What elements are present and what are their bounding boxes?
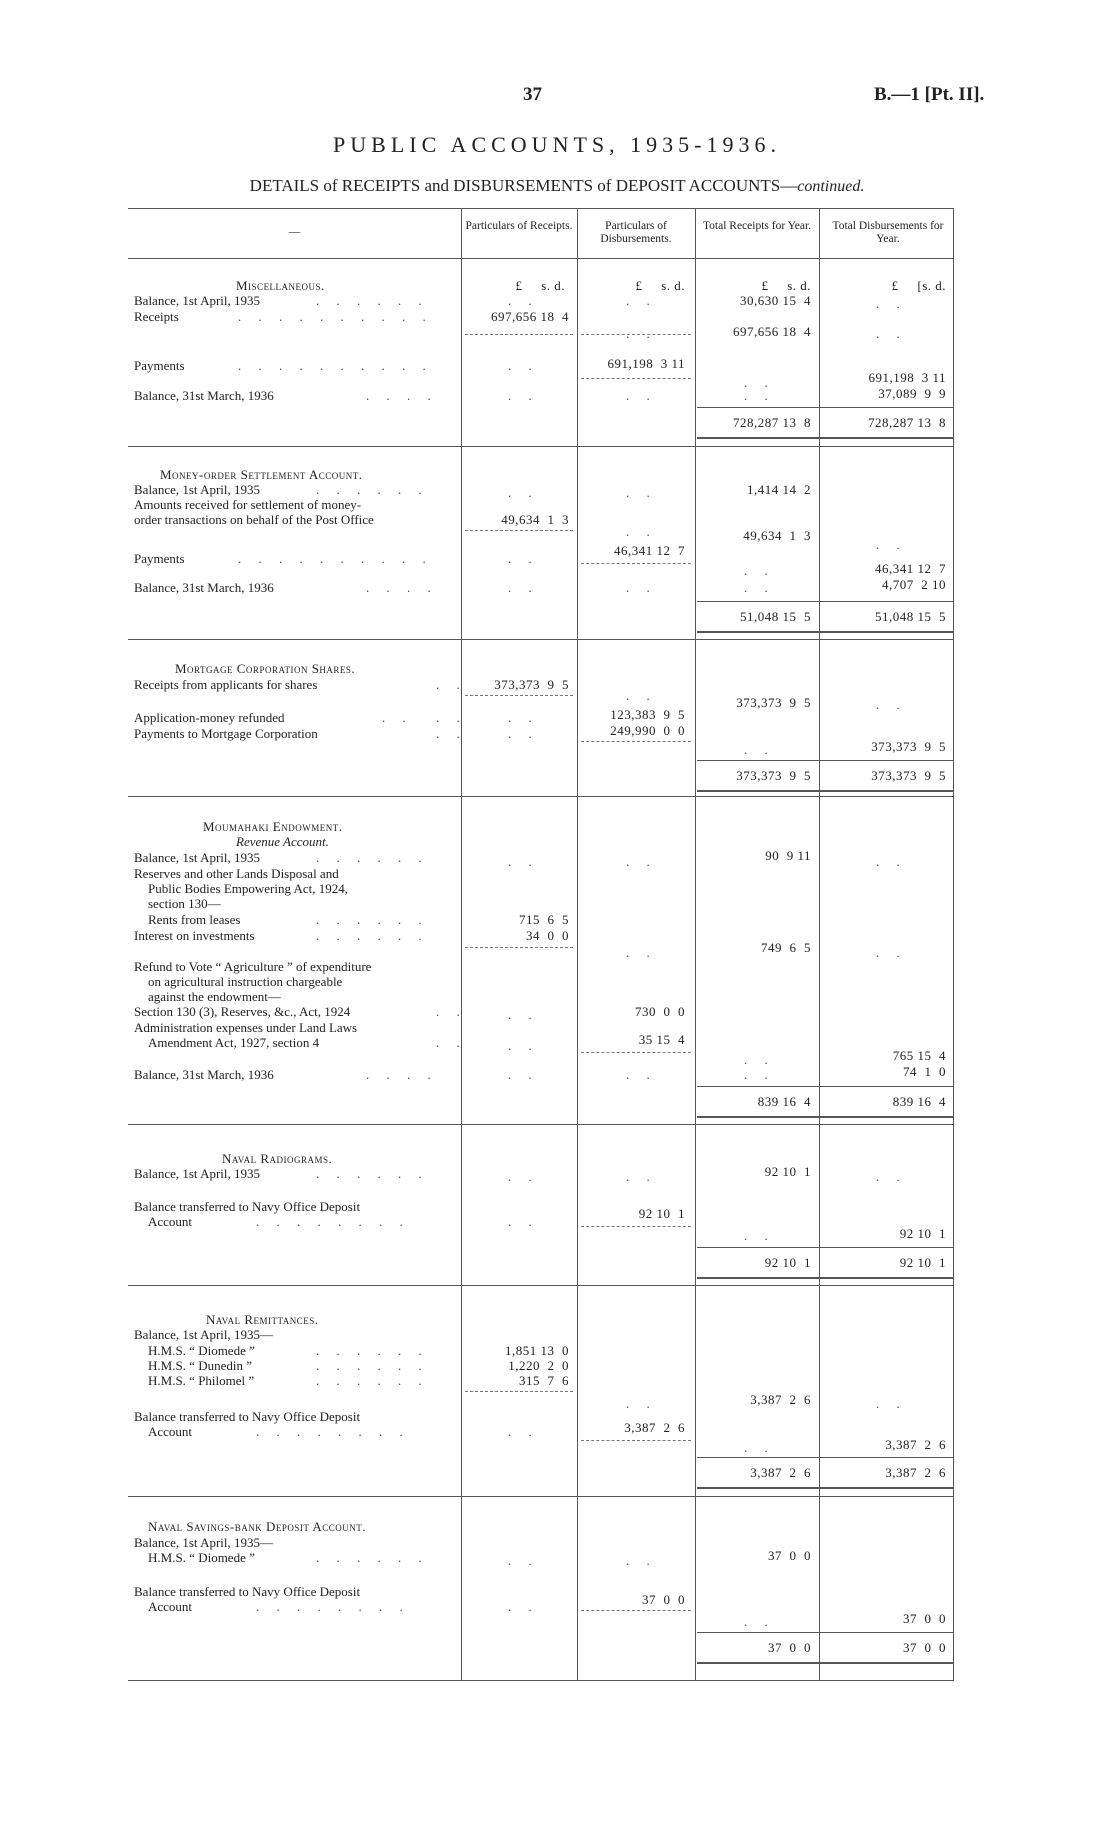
leader: . . bbox=[436, 677, 467, 692]
leader: . . bbox=[876, 326, 907, 341]
misc-td-balance: 37,089 9 9 bbox=[878, 386, 946, 401]
mortgage-section-rule bbox=[128, 796, 954, 797]
moumahaki-rec-rents: 715 6 5 bbox=[519, 912, 569, 927]
mortgage-total-disbursements: 373,373 9 5 bbox=[871, 768, 946, 783]
radiograms-total-receipts: 92 10 1 bbox=[764, 1255, 811, 1270]
moumahaki-rec-interest: 34 0 0 bbox=[526, 928, 569, 943]
leader: . . bbox=[626, 945, 657, 960]
document-reference: B.—1 [Pt. II]. bbox=[874, 84, 985, 105]
moumahaki-bal-open-label: Balance, 1st April, 1935 bbox=[134, 850, 261, 865]
mortgage-total-bottom-rule bbox=[697, 790, 953, 792]
misc-total-top-rule bbox=[697, 407, 953, 408]
leader: . . . . . . . . bbox=[256, 1214, 410, 1229]
misc-total-receipts-balance: 30,630 15 4 bbox=[740, 293, 811, 308]
rule bbox=[465, 947, 573, 948]
money-order-tr-amounts: 49,634 1 3 bbox=[743, 528, 811, 543]
rule bbox=[465, 334, 573, 335]
mortgage-disb-payments: 249,990 0 0 bbox=[610, 723, 685, 738]
col-head-first: — bbox=[288, 226, 301, 238]
rule bbox=[465, 530, 573, 531]
money-order-amounts-line2: order transactions on behalf of the Post Office bbox=[134, 512, 374, 527]
rule bbox=[581, 378, 691, 379]
radiograms-td-transfer: 92 10 1 bbox=[899, 1226, 946, 1241]
radiograms-disb-transfer: 92 10 1 bbox=[638, 1206, 685, 1221]
moumahaki-total-top-rule bbox=[697, 1086, 953, 1087]
leader: . . bbox=[626, 388, 657, 403]
remittances-transfer-line2: Account bbox=[148, 1424, 193, 1439]
savings-transfer-line1: Balance transferred to Navy Office Deposit bbox=[134, 1584, 361, 1599]
rule bbox=[465, 695, 573, 696]
leader: . . bbox=[508, 1169, 539, 1184]
col-head-receipts: Particulars of Receipts. bbox=[465, 220, 573, 232]
rule bbox=[465, 1391, 573, 1392]
leader: . . bbox=[876, 697, 907, 712]
leader: . . bbox=[508, 551, 539, 566]
money-order-td-balance: 4,707 2 10 bbox=[882, 577, 946, 592]
header-bottom-rule bbox=[128, 258, 954, 259]
lsd-total-receipts: £ s. d. bbox=[761, 278, 811, 293]
leader: . . bbox=[626, 524, 657, 539]
leader: . . bbox=[436, 726, 467, 741]
moumahaki-heading: Moumahaki Endowment. bbox=[203, 819, 343, 834]
rule bbox=[581, 1440, 691, 1441]
leader: . . . . . . . . bbox=[256, 1424, 410, 1439]
leader: . . . . . . bbox=[316, 1358, 429, 1373]
moumahaki-disb-refund: 730 0 0 bbox=[635, 1004, 685, 1019]
lsd-disbursements: £ s. d. bbox=[635, 278, 685, 293]
moumahaki-tr-reserves: 749 6 5 bbox=[761, 940, 811, 955]
money-order-heading: Money-order Settlement Account. bbox=[160, 467, 363, 482]
money-order-amounts-line1: Amounts received for settlement of money- bbox=[134, 497, 362, 512]
moumahaki-subheading: Revenue Account. bbox=[236, 834, 329, 849]
money-order-payments-label: Payments bbox=[134, 551, 185, 566]
leader: . . . . bbox=[366, 580, 438, 595]
leader: . . bbox=[508, 1214, 539, 1229]
leader: . . bbox=[508, 726, 539, 741]
leader: . . bbox=[626, 293, 657, 308]
leader: . . bbox=[508, 388, 539, 403]
mortgage-tr-receipts: 373,373 9 5 bbox=[736, 695, 811, 710]
money-order-td-payments: 46,341 12 7 bbox=[875, 561, 946, 576]
leader: . . . . bbox=[366, 388, 438, 403]
remittances-bal-open-label: Balance, 1st April, 1935— bbox=[134, 1327, 274, 1342]
radiograms-section-rule bbox=[128, 1285, 954, 1286]
misc-receipts-value: 697,656 18 4 bbox=[491, 309, 569, 324]
mortgage-rec-receipts: 373,373 9 5 bbox=[494, 677, 569, 692]
leader: . . bbox=[626, 1553, 657, 1568]
leader: . . . . . . bbox=[316, 1343, 429, 1358]
radiograms-bal-open-label: Balance, 1st April, 1935 bbox=[134, 1166, 261, 1181]
leader: . . bbox=[876, 1169, 907, 1184]
remittances-ship-2-label: H.M.S. “ Dunedin ” bbox=[148, 1358, 252, 1373]
moumahaki-reserves-line2: Public Bodies Empowering Act, 1924, bbox=[148, 881, 349, 896]
remittances-td-transfer: 3,387 2 6 bbox=[885, 1437, 946, 1452]
radiograms-transfer-line2: Account bbox=[148, 1214, 193, 1229]
leader: . . . . . . bbox=[316, 1550, 429, 1565]
remittances-transfer-line1: Balance transferred to Navy Office Deposit bbox=[134, 1409, 361, 1424]
misc-total-receipts-receipts: 697,656 18 4 bbox=[733, 324, 811, 339]
rule bbox=[581, 1052, 691, 1053]
savings-tr-balance: 37 0 0 bbox=[768, 1548, 811, 1563]
moumahaki-reserves-line3: section 130— bbox=[148, 896, 221, 911]
leader: . . . . bbox=[366, 1067, 438, 1082]
rule bbox=[581, 741, 691, 742]
mortgage-receipts-label: Receipts from applicants for shares bbox=[134, 677, 318, 692]
leader: . . bbox=[876, 854, 907, 869]
page-subtitle bbox=[0, 176, 1114, 196]
leader: . . bbox=[876, 296, 907, 311]
remittances-total-disbursements: 3,387 2 6 bbox=[885, 1465, 946, 1480]
misc-td-payments: 691,198 3 11 bbox=[868, 370, 946, 385]
savings-transfer-line2: Account bbox=[148, 1599, 193, 1614]
leader: . . bbox=[436, 710, 467, 725]
mortgage-total-top-rule bbox=[697, 760, 953, 761]
misc-total-receipts: 728,287 13 8 bbox=[733, 415, 811, 430]
leader: . . bbox=[744, 1440, 775, 1455]
mortgage-payments-label: Payments to Mortgage Corporation bbox=[134, 726, 318, 741]
leader: . . . . . . bbox=[316, 482, 429, 497]
misc-total-bottom-rule bbox=[697, 437, 953, 439]
rule bbox=[581, 1610, 691, 1611]
remittances-ship-1-label: H.M.S. “ Diomede ” bbox=[148, 1343, 255, 1358]
col-divider-2 bbox=[577, 208, 578, 1680]
leader: . . . . . . bbox=[316, 912, 429, 927]
table-bottom-rule bbox=[128, 1680, 954, 1681]
col-divider-5 bbox=[953, 208, 954, 1680]
moumahaki-rents-label: Rents from leases bbox=[148, 912, 241, 927]
savings-total-bottom-rule bbox=[697, 1662, 953, 1664]
leader: . . bbox=[508, 1424, 539, 1439]
leader: . . bbox=[744, 388, 775, 403]
remittances-section-rule bbox=[128, 1496, 954, 1497]
radiograms-heading: Naval Radiograms. bbox=[222, 1151, 333, 1166]
moumahaki-admin-line2: Amendment Act, 1927, section 4 bbox=[148, 1035, 320, 1050]
savings-total-receipts: 37 0 0 bbox=[768, 1640, 811, 1655]
savings-td-transfer: 37 0 0 bbox=[903, 1611, 946, 1626]
moumahaki-section-rule bbox=[128, 1124, 954, 1125]
leader: . . bbox=[508, 358, 539, 373]
page-number: 37 bbox=[523, 84, 542, 105]
leader: . . bbox=[436, 1035, 467, 1050]
moumahaki-refund-line4: Section 130 (3), Reserves, &c., Act, 1924 bbox=[134, 1004, 351, 1019]
moumahaki-disb-admin: 35 15 4 bbox=[638, 1032, 685, 1047]
table-top-rule bbox=[128, 208, 954, 209]
leader: . . bbox=[382, 710, 413, 725]
remittances-heading: Naval Remittances. bbox=[206, 1312, 319, 1327]
savings-ship-label: H.M.S. “ Diomede ” bbox=[148, 1550, 255, 1565]
money-order-total-top-rule bbox=[697, 601, 953, 602]
misc-bal-close-label: Balance, 31st March, 1936 bbox=[134, 388, 274, 403]
money-order-bal-open-label: Balance, 1st April, 1935 bbox=[134, 482, 261, 497]
mortgage-td-payments: 373,373 9 5 bbox=[871, 739, 946, 754]
leader: . . bbox=[626, 854, 657, 869]
leader: . . bbox=[744, 1067, 775, 1082]
subtitle-text: DETAILS of RECEIPTS and DISBURSEMENTS of DEPOSIT ACCOUNTS— bbox=[249, 176, 798, 195]
leader: . . . . . . bbox=[316, 850, 429, 865]
money-order-total-receipts: 51,048 15 5 bbox=[740, 609, 811, 624]
misc-disb-payments: 691,198 3 11 bbox=[607, 356, 685, 371]
moumahaki-td-expenditure: 765 15 4 bbox=[892, 1048, 946, 1063]
leader: . . . . . . bbox=[316, 1373, 429, 1388]
money-order-section-rule bbox=[128, 639, 954, 640]
moumahaki-total-disbursements: 839 16 4 bbox=[892, 1094, 946, 1109]
leader: . . bbox=[876, 1396, 907, 1411]
radiograms-transfer-line1: Balance transferred to Navy Office Deposit bbox=[134, 1199, 361, 1214]
moumahaki-reserves-line1: Reserves and other Lands Disposal and bbox=[134, 866, 339, 881]
savings-total-top-rule bbox=[697, 1632, 953, 1633]
rule bbox=[581, 563, 691, 564]
lsd-receipts: £ s. d. bbox=[515, 278, 565, 293]
leader: . . bbox=[626, 1396, 657, 1411]
leader: . . bbox=[508, 1067, 539, 1082]
leader: . . bbox=[508, 1038, 539, 1053]
leader: . . bbox=[508, 580, 539, 595]
leader: . . bbox=[626, 485, 657, 500]
col-head-total-receipts: Total Receipts for Year. bbox=[702, 220, 812, 232]
lsd-total-disbursements: £ [s. d. bbox=[891, 278, 946, 293]
leader: . . bbox=[626, 688, 657, 703]
remittances-disb-transfer: 3,387 2 6 bbox=[624, 1420, 685, 1435]
moumahaki-refund-line1: Refund to Vote “ Agriculture ” of expenditure bbox=[134, 959, 372, 974]
leader: . . . . . . . . . . bbox=[238, 309, 433, 324]
col-divider-4 bbox=[819, 208, 820, 1680]
leader: . . bbox=[508, 1007, 539, 1022]
leader: . . bbox=[744, 1228, 775, 1243]
remittances-total-top-rule bbox=[697, 1457, 953, 1458]
savings-disb-transfer: 37 0 0 bbox=[642, 1592, 685, 1607]
mortgage-disb-refunded: 123,383 9 5 bbox=[610, 707, 685, 722]
leader: . . bbox=[744, 742, 775, 757]
savings-total-disbursements: 37 0 0 bbox=[903, 1640, 946, 1655]
misc-total-disbursements: 728,287 13 8 bbox=[868, 415, 946, 430]
leader: . . bbox=[508, 485, 539, 500]
leader: . . bbox=[744, 1052, 775, 1067]
leader: . . bbox=[508, 1553, 539, 1568]
remittances-ship-3-label: H.M.S. “ Philomel ” bbox=[148, 1373, 255, 1388]
col-head-total-disbursements: Total Disbursements for Year. bbox=[832, 220, 944, 245]
moumahaki-bal-close-label: Balance, 31st March, 1936 bbox=[134, 1067, 274, 1082]
money-order-rec-amounts: 49,634 1 3 bbox=[501, 512, 569, 527]
moumahaki-total-bottom-rule bbox=[697, 1116, 953, 1118]
mortgage-heading: Mortgage Corporation Shares. bbox=[175, 661, 356, 676]
moumahaki-td-balance: 74 1 0 bbox=[903, 1064, 946, 1079]
remittances-total-bottom-rule bbox=[697, 1487, 953, 1489]
leader: . . . . . . . . bbox=[256, 1599, 410, 1614]
moumahaki-admin-line1: Administration expenses under Land Laws bbox=[134, 1020, 358, 1035]
leader: . . bbox=[744, 375, 775, 390]
col-divider-3 bbox=[695, 208, 696, 1680]
leader: . . bbox=[744, 563, 775, 578]
subtitle-continued: continued. bbox=[797, 178, 865, 195]
moumahaki-refund-line2: on agricultural instruction chargeable bbox=[148, 974, 343, 989]
moumahaki-total-receipts: 839 16 4 bbox=[757, 1094, 811, 1109]
col-head-disbursements: Particulars of Disbursements. bbox=[600, 220, 672, 245]
leader: . . . . . . bbox=[316, 293, 429, 308]
money-order-disb-payments: 46,341 12 7 bbox=[614, 543, 685, 558]
leader: . . bbox=[744, 1614, 775, 1629]
leader: . . bbox=[508, 710, 539, 725]
leader: . . bbox=[508, 1599, 539, 1614]
moumahaki-refund-line3: against the endowment— bbox=[148, 989, 281, 1004]
leader: . . . . . . bbox=[316, 1166, 429, 1181]
leader: . . bbox=[508, 293, 539, 308]
radiograms-total-bottom-rule bbox=[697, 1277, 953, 1279]
savings-bal-open-label: Balance, 1st April, 1935— bbox=[134, 1535, 274, 1550]
misc-section-rule bbox=[128, 446, 954, 447]
leader: . . . . . . . . . . bbox=[238, 551, 433, 566]
remittances-rec-ship-3: 315 7 6 bbox=[519, 1373, 569, 1388]
money-order-total-bottom-rule bbox=[697, 631, 953, 633]
leader: . . bbox=[626, 1169, 657, 1184]
radiograms-tr-balance: 92 10 1 bbox=[764, 1164, 811, 1179]
moumahaki-tr-balance: 90 9 11 bbox=[765, 848, 811, 863]
leader: . . bbox=[508, 854, 539, 869]
remittances-tr: 3,387 2 6 bbox=[750, 1392, 811, 1407]
remittances-total-receipts: 3,387 2 6 bbox=[750, 1465, 811, 1480]
leader: . . bbox=[876, 537, 907, 552]
leader: . . bbox=[744, 580, 775, 595]
money-order-tr-balance: 1,414 14 2 bbox=[747, 482, 811, 497]
misc-payments-label: Payments bbox=[134, 358, 185, 373]
mortgage-refunded-label: Application-money refunded bbox=[134, 710, 285, 725]
radiograms-total-top-rule bbox=[697, 1247, 953, 1248]
moumahaki-interest-label: Interest on investments bbox=[134, 928, 255, 943]
rule bbox=[581, 1226, 691, 1227]
remittances-rec-ship-1: 1,851 13 0 bbox=[505, 1343, 569, 1358]
leader: . . bbox=[626, 326, 657, 341]
savings-heading: Naval Savings-bank Deposit Account. bbox=[148, 1519, 367, 1534]
leader: . . bbox=[626, 1067, 657, 1082]
leader: . . . . . . . . . . bbox=[238, 358, 433, 373]
leader: . . . . . . bbox=[316, 928, 429, 943]
leader: . . bbox=[626, 580, 657, 595]
misc-bal-open-label: Balance, 1st April, 1935 bbox=[134, 293, 261, 308]
col-divider-1 bbox=[461, 208, 462, 1680]
leader: . . bbox=[876, 945, 907, 960]
radiograms-total-disbursements: 92 10 1 bbox=[899, 1255, 946, 1270]
misc-heading: Miscellaneous. bbox=[236, 278, 325, 293]
leader: . . bbox=[436, 1004, 467, 1019]
money-order-total-disbursements: 51,048 15 5 bbox=[875, 609, 946, 624]
remittances-rec-ship-2: 1,220 2 0 bbox=[508, 1358, 569, 1373]
mortgage-total-receipts: 373,373 9 5 bbox=[736, 768, 811, 783]
page-title: PUBLIC ACCOUNTS, 1935-1936. bbox=[333, 132, 781, 157]
misc-receipts-label: Receipts bbox=[134, 309, 179, 324]
money-order-bal-close-label: Balance, 31st March, 1936 bbox=[134, 580, 274, 595]
